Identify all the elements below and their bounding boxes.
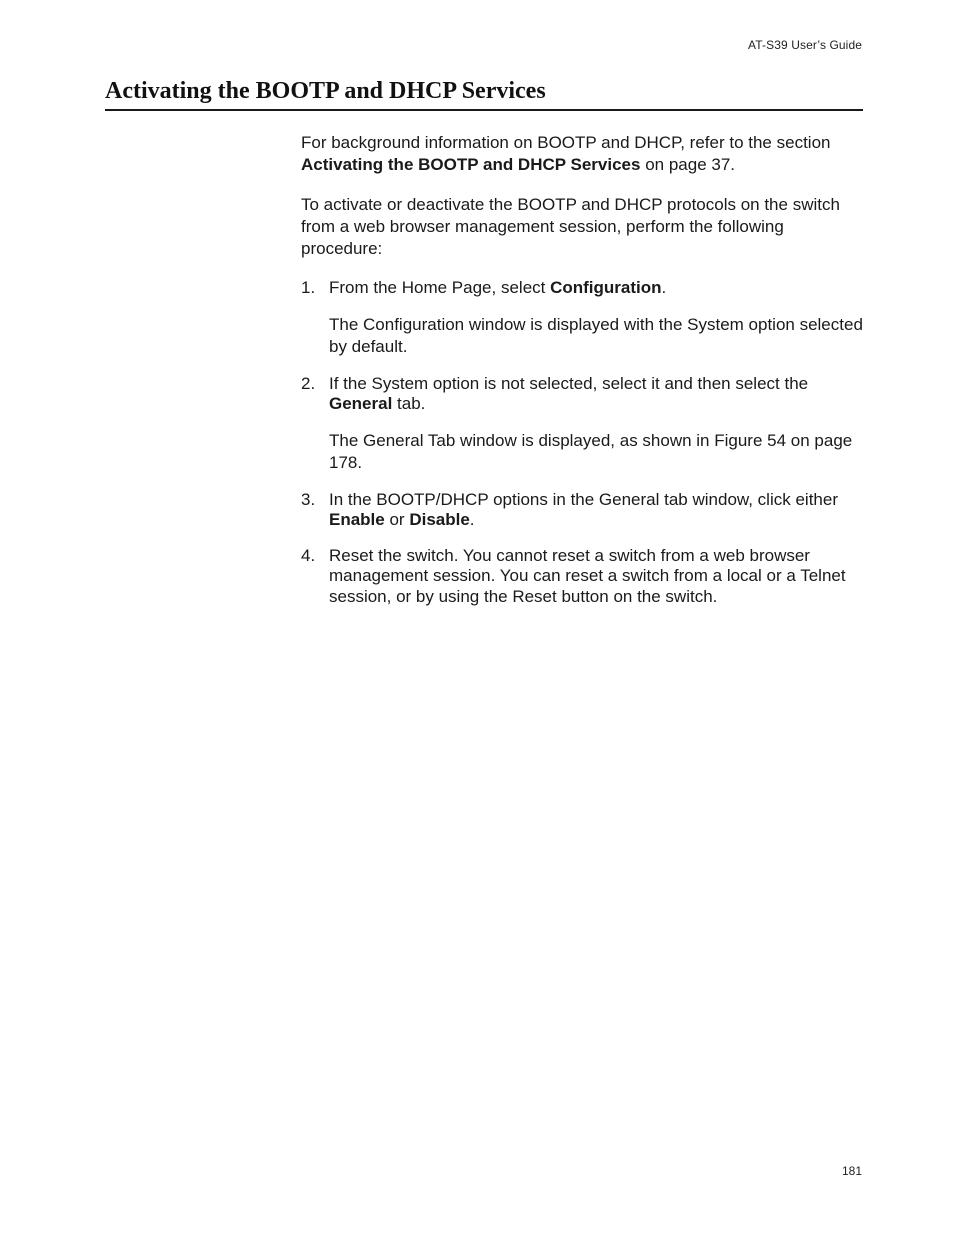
intro-text: For background information on BOOTP and DHCP, refer to the section	[301, 133, 831, 152]
step-2	[301, 374, 863, 415]
step-1	[301, 278, 863, 299]
section-title: Activating the BOOTP and DHCP Services	[105, 76, 863, 111]
step-text-end: .	[469, 510, 475, 529]
step-1-result: The Configuration window is displayed with the System option selected by default.	[329, 314, 863, 356]
step-text-middle: or	[384, 510, 410, 529]
body-column	[301, 132, 863, 607]
step-text-end: tab.	[392, 394, 426, 413]
step-3	[301, 490, 863, 531]
procedure-intro-paragraph: To activate or deactivate the BOOTP and DHCP protocols on the switch from a web browser management session, perform the following procedure:	[301, 195, 840, 258]
intro-page-ref: on page 37.	[640, 155, 735, 174]
page-number: 181	[841, 1164, 862, 1178]
step-number: 3.	[301, 489, 316, 509]
step-4	[301, 546, 863, 608]
general-term: General	[329, 394, 393, 413]
section-reference-link[interactable]: Activating the BOOTP and DHCP Services	[301, 155, 641, 174]
step-number: 2.	[301, 373, 316, 393]
running-header: AT-S39 User’s Guide	[748, 38, 862, 52]
step-2-result: The General Tab window is displayed, as shown in Figure 54 on page 178.	[329, 430, 853, 472]
step-text: If the System option is not selected, select it and then select the	[329, 373, 809, 393]
step-text: Reset the switch. You cannot reset a switch from a web browser management session. You can reset a switch from a local or a Telnet session, or by using the Reset button on the switch.	[329, 545, 846, 606]
step-text: From the Home Page, select	[329, 278, 551, 297]
step-number: 1.	[301, 278, 316, 297]
enable-term: Enable	[329, 510, 385, 529]
step-text: In the BOOTP/DHCP options in the General tab window, click either	[329, 489, 838, 509]
disable-term: Disable	[409, 510, 470, 529]
step-text-end: .	[661, 278, 667, 297]
step-number: 4.	[301, 545, 316, 565]
configuration-term: Configuration	[550, 278, 662, 297]
intro-paragraph	[301, 132, 863, 176]
